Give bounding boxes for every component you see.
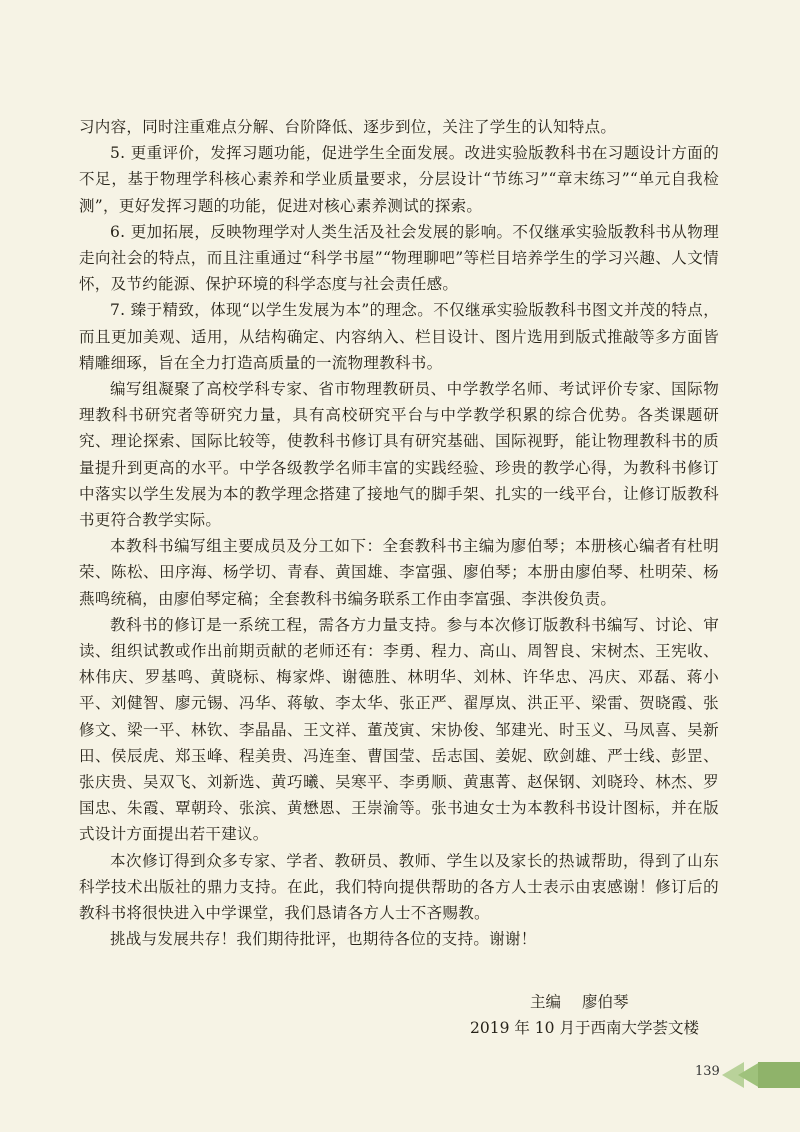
paragraph-closing: 挑战与发展共存！我们期待批评，也期待各位的支持。谢谢！ xyxy=(110,930,537,949)
page-number: 139 xyxy=(695,1064,720,1079)
signature-date: 2019 年 10 月于西南大学荟文楼 xyxy=(470,1019,699,1037)
paragraph-team: 编写组凝聚了高校学科专家、省市物理教研员、中学教学名师、考试评价专家、国际物理教科书研究者等研究力量，具有高校研究平台与中学教学积累的综合优势。各类课题研究、理论探索、国际比较等，使教科书修订具有研究基础、国际视野，能让物理教科书的质量提升到更高的水平。中学各级教学名师丰富的实践经验、珍贵的教学心得，为教科书修订中落实以学生发展为本的教学理念搭建了接地气的脚手架、扎实的一线平台，让修订版教科书更符合教学实际。 xyxy=(79,380,719,530)
paragraph-item-5: 5. 更重评价，发挥习题功能，促进学生全面发展。改进实验版教科书在习题设计方面的不足，基于物理学科核心素养和学业质量要求，分层设计“节练习”“章末练习”“单元自我检测”，更好发挥习题的功能，促进对核心素养测试的探索。 xyxy=(79,144,719,215)
paragraph-item-7: 7. 臻于精致，体现“以学生发展为本”的理念。不仅继承实验版教科书图文并茂的特点，而且更加美观、适用，从结构确定、内容纳入、栏目设计、图片选用到版式推敲等多方面皆精雕细琢，旨在全力打造高质量的一流物理教科书。 xyxy=(79,301,719,372)
signature-name: 廖伯琴 xyxy=(582,993,629,1011)
page-corner-arrows-icon xyxy=(722,1060,800,1090)
paragraph-item-6: 6. 更加拓展，反映物理学对人类生活及社会发展的影响。不仅继承实验版教科书从物理走向社会的特点，而且注重通过“科学书屋”“物理聊吧”等栏目培养学生的学习兴趣、人文情怀，及节约能源、保护环境的科学态度与社会责任感。 xyxy=(79,222,719,294)
body-text xyxy=(79,114,719,953)
paragraph-continuation: 习内容，同时注重难点分解、台阶降低、逐步到位，关注了学生的认知特点。 xyxy=(79,118,617,136)
paragraph-members: 本教科书编写组主要成员及分工如下：全套教科书主编为廖伯琴；本册核心编者有杜明荣、陈松、田序海、杨学切、青春、黄国雄、李富强、廖伯琴；本册由廖伯琴、杜明荣、杨燕鸣统稿，由廖伯琴定稿；全套教科书编务联系工作由李富强、李洪俊负责。 xyxy=(79,537,719,608)
signature-role: 主编 xyxy=(530,993,562,1011)
paragraph-contributors: 教科书的修订是一系统工程，需各方力量支持。参与本次修订版教科书编写、讨论、审读、组织试教或作出前期贡献的老师还有：李勇、程力、高山、周智良、宋树杰、王宪收、林伟庆、罗基鸣、黄晓标、梅家烨、谢德胜、林明华、刘林、许华忠、冯庆、邓磊、蒋小平、刘健智、廖元锡、冯华、蒋敏、李太华、张正严、翟厚岚、洪正平、梁雷、贺晓霞、张修文、梁一平、林钦、李晶晶、王文祥、董茂寅、宋协俊、邹建光、时玉义、马凤喜、吴新田、侯辰虎、郑玉峰、程美贵、冯连奎、曹国莹、岳志国、姜妮、欧剑雄、严士线、彭罡、张庆贵、吴双飞、刘新选、黄巧曦、吴寒平、李勇顺、黄惠菁、赵保钢、刘晓玲、林杰、罗国忠、朱霞、覃朝玲、张滨、黄懋恩、王崇渝等。张书迪女士为本教科书设计图标，并在版式设计方面提出若干建议。 xyxy=(79,615,719,844)
paragraph-thanks: 本次修订得到众多专家、学者、教研员、教师、学生以及家长的热诚帮助，得到了山东科学技术出版社的鼎力支持。在此，我们特向提供帮助的各方人士表示由衷感谢！修订后的教科书将很快进入中学课堂，我们恳请各方人士不吝赐教。 xyxy=(79,851,719,923)
